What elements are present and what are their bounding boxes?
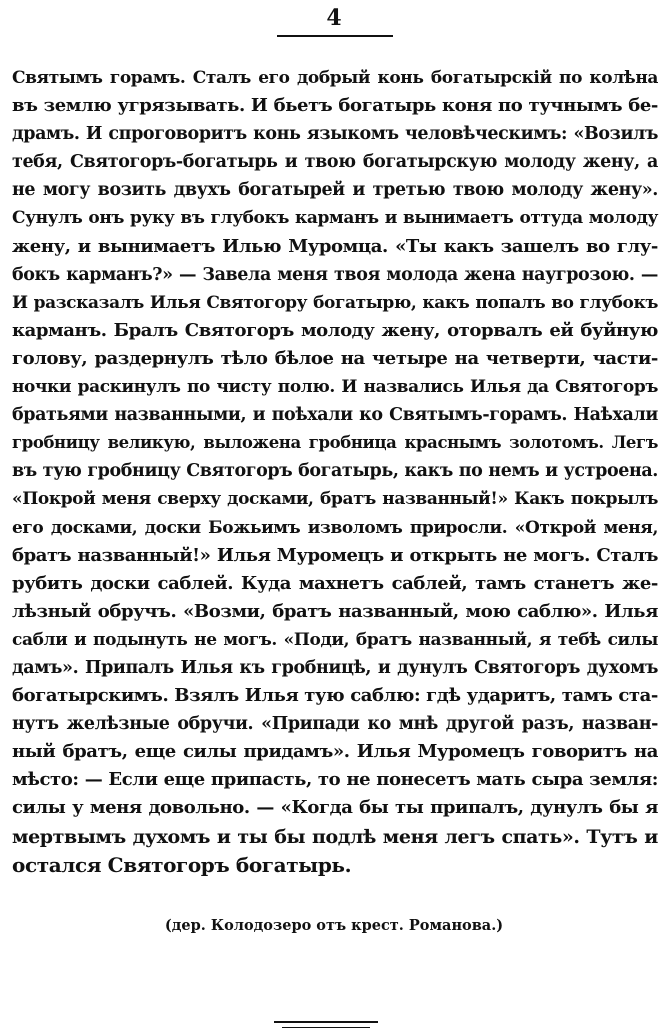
text-line: ночки раскинулъ по чисту полю. И назвались Илья да Святогоръ <box>12 377 658 398</box>
text-line: въ тую гробницу Святогоръ богатырь, какъ по немъ и устроена. <box>12 461 658 482</box>
bottom-rule-thin <box>282 1027 370 1028</box>
text-line: ный братъ, еще силы придамъ». Илья Муромецъ говоритъ на <box>12 741 658 763</box>
text-line: Святымъ горамъ. Сталъ его добрый конь богатырскій по колѣна <box>12 68 658 88</box>
text-line: силы у меня довольно. — «Когда бы ты припалъ, дунулъ бы я <box>12 797 658 819</box>
text-line: тебя, Святогоръ-богатырь и твою богатырскую молоду жену, а <box>12 152 658 173</box>
source-note: (дер. Колодозеро отъ крест. Романова.) <box>164 917 504 934</box>
text-line: гробницу великую, выложена гробница краснымъ золотомъ. Легъ <box>12 433 658 453</box>
text-line: мѣсто: — Если еще припасть, то не понесетъ мать сыра земля: <box>12 769 658 791</box>
text-line: жену, и вынимаетъ Илью Муромца. «Ты какъ зашелъ во глу- <box>12 235 658 257</box>
body-text <box>12 64 658 879</box>
text-line: нутъ желѣзные обручи. «Припади ко мнѣ другой разъ, назван- <box>12 714 658 735</box>
text-line: дамъ». Припалъ Илья къ гробницѣ, и дунулъ Святогоръ духомъ <box>12 657 658 678</box>
text-line: въ землю угрязывать. И бьетъ богатырь коня по тучнымъ бе- <box>12 95 658 117</box>
text-line: карманъ. Бралъ Святогоръ молоду жену, оторвалъ ей буйную <box>12 319 658 341</box>
text-line: братъ названный!» Илья Муромецъ и открыть не могъ. Сталъ <box>12 544 658 566</box>
bottom-rule <box>274 1021 378 1023</box>
page-number: 4 <box>326 5 342 31</box>
text-line: голову, раздернулъ тѣло бѣлое на четыре на четверти, части- <box>12 347 658 369</box>
text-line: лѣзный обручъ. «Возми, братъ названный, мою саблю». Илья <box>12 600 658 622</box>
text-line: мертвымъ духомъ и ты бы подлѣ меня легъ спать». Тутъ и <box>12 825 658 848</box>
text-line: братьями названными, и поѣхали ко Святымъ-горамъ. Наѣхали <box>12 405 658 426</box>
text-line-last: остался Святогоръ богатырь. <box>12 852 352 877</box>
text-line: сабли и подынуть не могъ. «Поди, братъ названный, я тебѣ силы <box>12 629 658 650</box>
text-line: его досками, доски Божьимъ изволомъ приросли. «Открой меня, <box>12 517 658 538</box>
text-line: драмъ. И спроговоритъ конь языкомъ человѣческимъ: «Возилъ <box>12 124 658 145</box>
text-line: рубить доски саблей. Куда махнетъ саблей, тамъ станетъ же- <box>12 572 658 594</box>
top-rule <box>277 35 393 37</box>
text-line: не могу возить двухъ богатырей и третью твою молоду жену». <box>12 180 658 201</box>
text-line: бокъ карманъ?» — Завела меня твоя молода жена наугрозою. — <box>12 264 658 285</box>
text-line: «Покрой меня сверху досками, братъ названный!» Какъ покрылъ <box>12 489 658 510</box>
text-line: богатырскимъ. Взялъ Илья тую саблю: гдѣ ударитъ, тамъ ста- <box>12 685 658 707</box>
text-line: Сунулъ онъ руку въ глубокъ карманъ и вынимаетъ оттуда молоду <box>12 208 658 229</box>
text-line: И разсказалъ Илья Святогору богатырю, какъ попалъ во глубокъ <box>12 292 658 313</box>
